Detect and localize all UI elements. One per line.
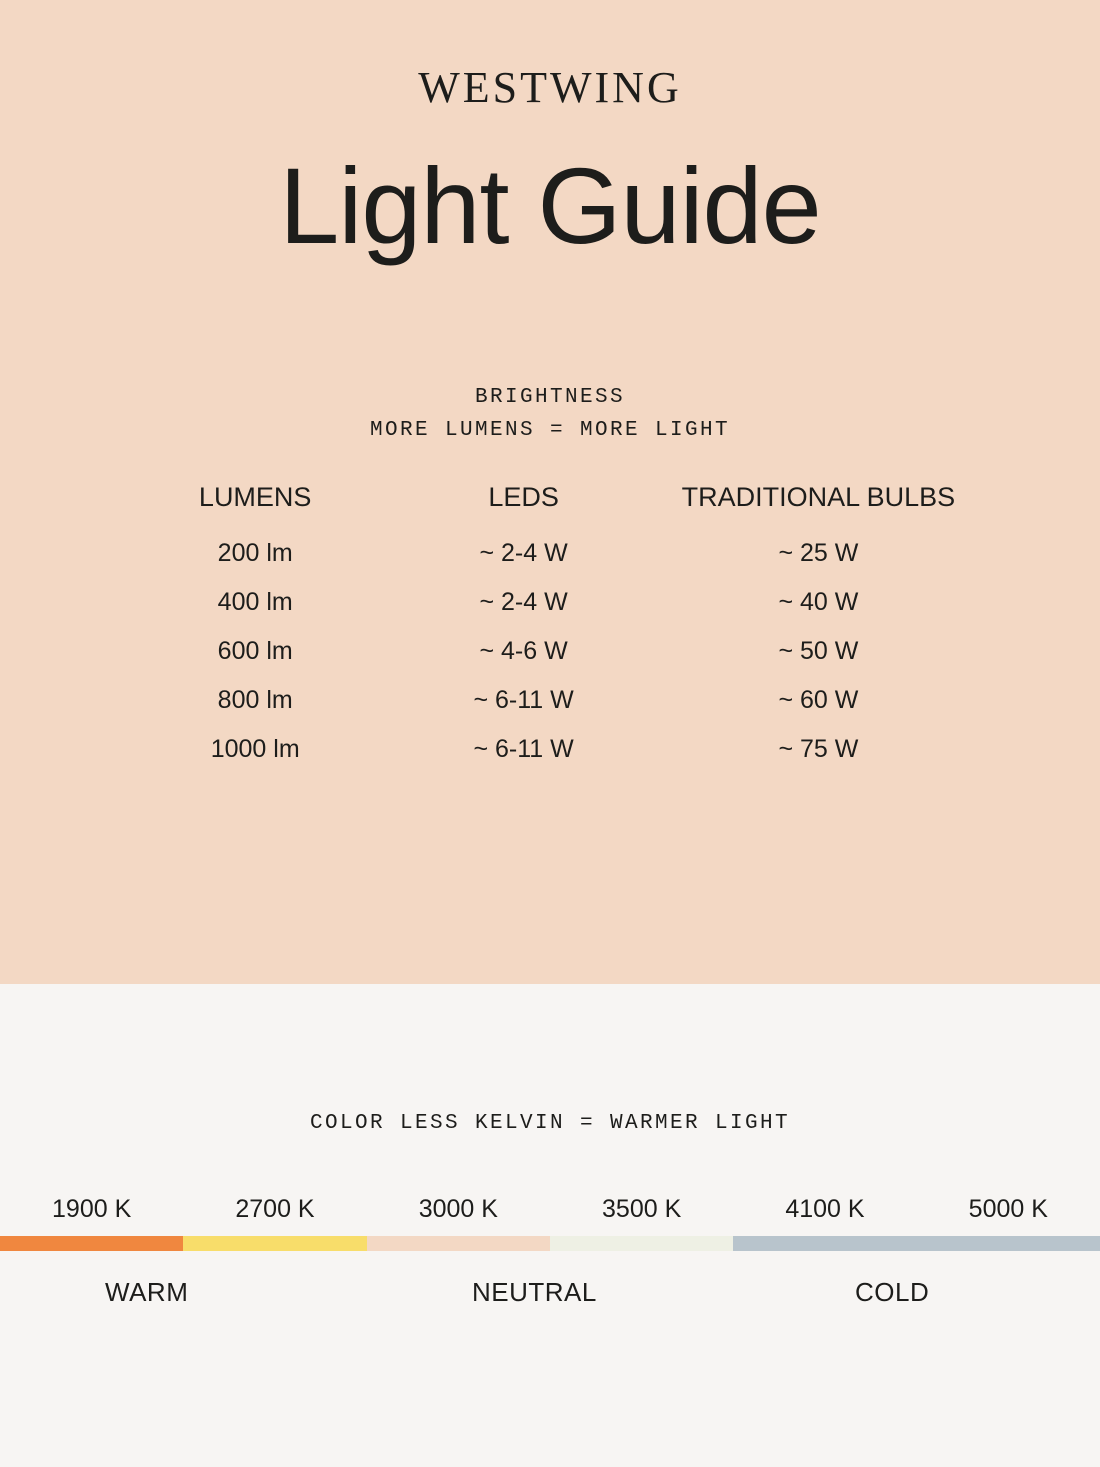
- cell-bulbs: ~ 50 W: [778, 637, 859, 666]
- brand-wordmark: WESTWING: [418, 63, 682, 112]
- gradient-segment-3000k: [367, 1236, 550, 1251]
- cell-leds: ~ 4-6 W: [479, 637, 568, 666]
- cell-leds: ~ 2-4 W: [479, 539, 568, 568]
- brightness-caption: [0, 382, 1100, 447]
- column-header-leds: LEDS: [488, 482, 559, 513]
- brightness-caption-line1: BRIGHTNESS: [474, 386, 626, 410]
- gradient-segment-5000k: [917, 1236, 1100, 1251]
- cell-leds: ~ 6-11 W: [473, 735, 574, 764]
- cell-lumens: 600 lm: [217, 637, 293, 666]
- kelvin-tick: 3000 K: [418, 1194, 498, 1223]
- color-caption-line1: COLOR: [309, 1112, 385, 1135]
- cell-leds: ~ 2-4 W: [479, 588, 568, 617]
- gradient-segment-3500k: [550, 1236, 733, 1251]
- cell-lumens: 800 lm: [217, 686, 293, 715]
- brightness-caption-line2: MORE LUMENS = MORE LIGHT: [369, 418, 731, 442]
- gradient-segment-2700k: [183, 1236, 366, 1251]
- column-header-traditional-bulbs: TRADITIONAL BULBS: [681, 482, 956, 513]
- gradient-segment-1900k: [0, 1236, 183, 1251]
- color-caption: [0, 984, 1100, 1141]
- zone-label-row: [0, 1277, 1100, 1327]
- lumens-table: [110, 481, 990, 774]
- cell-leds: ~ 6-11 W: [473, 686, 574, 715]
- gradient-segment-4100k: [733, 1236, 916, 1251]
- kelvin-tick: 2700 K: [235, 1194, 315, 1223]
- table-row: [110, 725, 990, 774]
- zone-label-warm: WARM: [105, 1276, 189, 1307]
- zone-label-cold: COLD: [855, 1276, 930, 1307]
- color-temperature-section: [0, 984, 1100, 1467]
- table-row: [110, 627, 990, 676]
- table-row: [110, 529, 990, 578]
- table-row: [110, 578, 990, 627]
- color-temperature-bar: [0, 1236, 1100, 1251]
- kelvin-tick-row: [0, 1195, 1100, 1224]
- table-header-row: [110, 481, 990, 529]
- cell-bulbs: ~ 40 W: [778, 588, 859, 617]
- cell-bulbs: ~ 60 W: [778, 686, 859, 715]
- zone-label-neutral: NEUTRAL: [472, 1276, 597, 1307]
- color-caption-line2: LESS KELVIN = WARMER LIGHT: [399, 1112, 791, 1135]
- kelvin-tick: 5000 K: [968, 1194, 1048, 1223]
- kelvin-tick: 1900 K: [52, 1194, 132, 1223]
- cell-lumens: 200 lm: [217, 539, 293, 568]
- page-title: Light Guide: [279, 145, 821, 266]
- cell-lumens: 400 lm: [217, 588, 293, 617]
- cell-bulbs: ~ 75 W: [778, 735, 859, 764]
- kelvin-tick: 4100 K: [785, 1194, 865, 1223]
- kelvin-tick: 3500 K: [602, 1194, 682, 1223]
- cell-lumens: 1000 lm: [210, 735, 300, 764]
- table-row: [110, 676, 990, 725]
- column-header-lumens: LUMENS: [198, 482, 312, 513]
- cell-bulbs: ~ 25 W: [778, 539, 859, 568]
